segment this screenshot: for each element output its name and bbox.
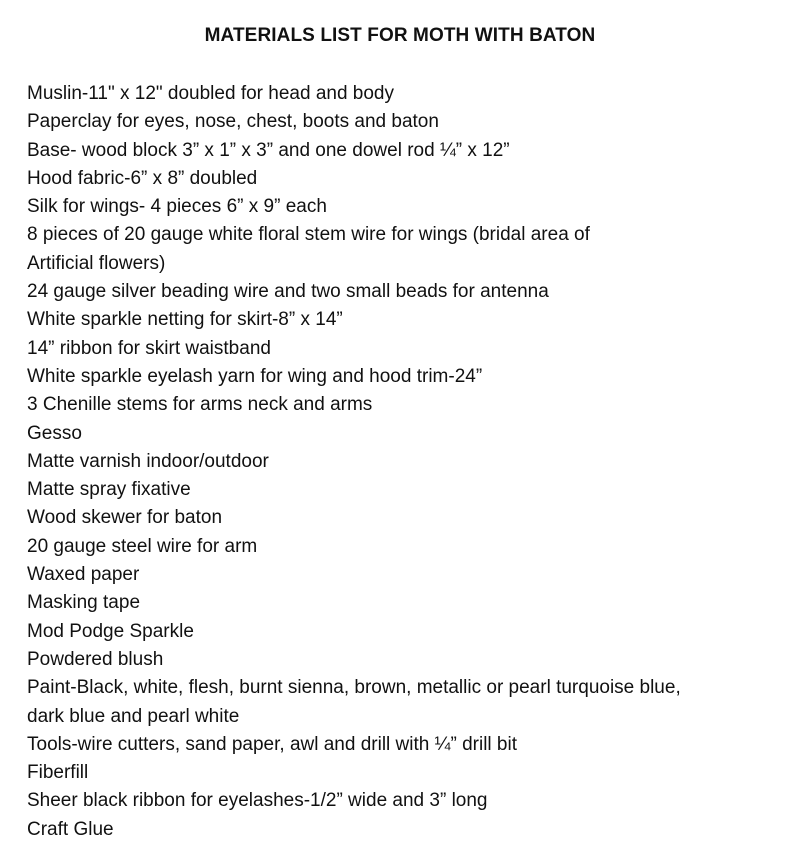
list-item: Sheer black ribbon for eyelashes-1/2” wide and 3” long — [27, 790, 488, 812]
list-item: Mod Podge Sparkle — [27, 620, 194, 642]
list-item: Muslin-11" x 12" doubled for head and body — [27, 83, 394, 104]
list-item: 14” ribbon for skirt waistband — [27, 337, 271, 359]
list-item: Fiberfill — [27, 762, 89, 784]
list-item: Matte varnish indoor/outdoor — [27, 450, 269, 472]
list-item: Wood skewer for baton — [27, 507, 223, 529]
list-item: Base- wood block 3” x 1” x 3” and one dowel rod ¼” x 12” — [27, 139, 510, 161]
list-item: dark blue and pearl white — [27, 705, 240, 727]
list-item: Paint-Black, white, flesh, burnt sienna, brown, metallic or pearl turquoise blue, — [27, 677, 681, 699]
list-item: Waxed paper — [27, 564, 140, 586]
list-item: Paperclay for eyes, nose, chest, boots and baton — [27, 111, 439, 133]
list-item: 3 Chenille stems for arms neck and arms — [27, 394, 373, 416]
list-item: White sparkle eyelash yarn for wing and hood trim-24” — [27, 365, 483, 387]
list-item: Silk for wings- 4 pieces 6” x 9” each — [27, 196, 327, 218]
list-item: Hood fabric-6” x 8” doubled — [27, 167, 258, 189]
list-item: Artificial flowers) — [27, 252, 166, 274]
list-item: Craft Glue — [27, 818, 114, 840]
list-item: Matte spray fixative — [27, 479, 191, 501]
list-item: Powdered blush — [27, 648, 164, 670]
list-item: Tools-wire cutters, sand paper, awl and drill with ¼” drill bit — [27, 733, 517, 755]
list-item: White sparkle netting for skirt-8” x 14” — [27, 309, 343, 331]
list-item: Gesso — [27, 422, 82, 444]
materials-list — [27, 80, 788, 844]
list-item: 24 gauge silver beading wire and two small beads for antenna — [27, 281, 549, 303]
list-item: Masking tape — [27, 592, 141, 614]
list-item: 8 pieces of 20 gauge white floral stem wire for wings (bridal area of — [27, 224, 590, 246]
document-title: MATERIALS LIST FOR MOTH WITH BATON — [204, 25, 596, 46]
list-item: 20 gauge steel wire for arm — [27, 535, 258, 557]
